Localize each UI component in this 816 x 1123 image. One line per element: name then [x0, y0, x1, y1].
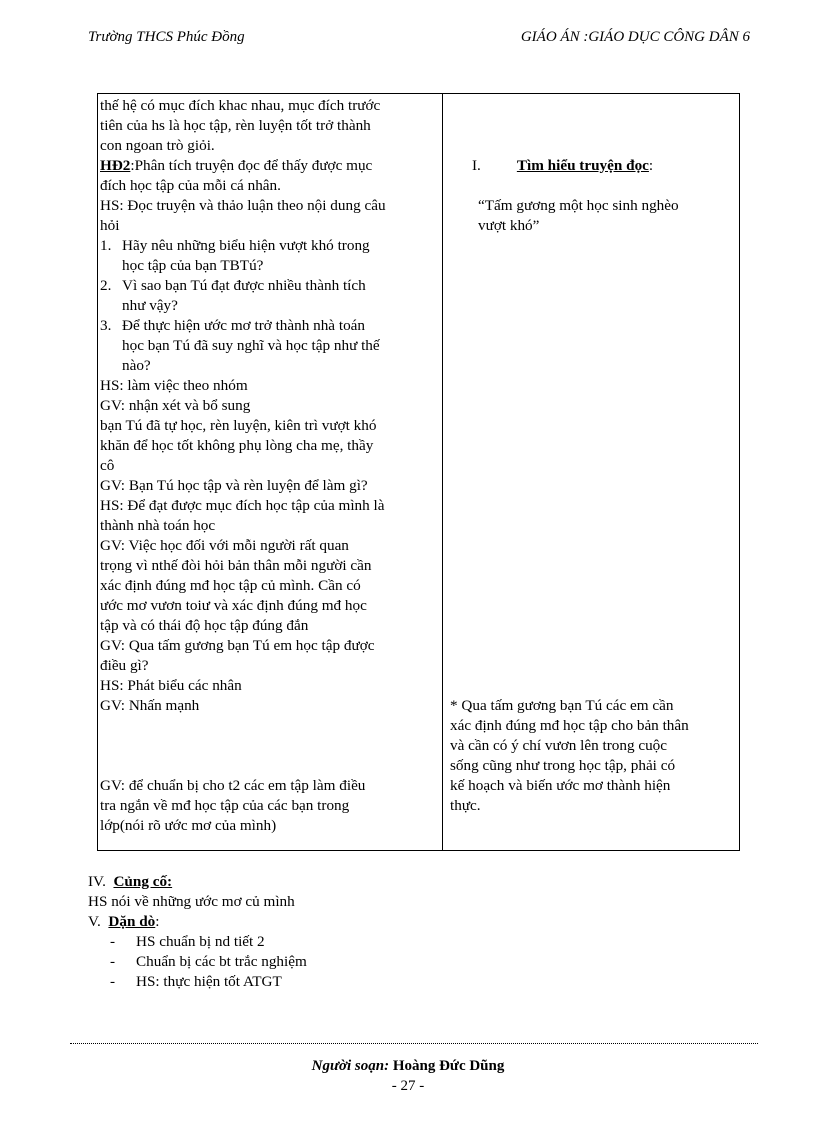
activity-line: GV: Bạn Tú học tập và rèn luyện để làm gì?: [100, 477, 368, 494]
summary-line: kế hoạch và biến ước mơ thành hiện: [450, 777, 671, 794]
dan-do-title: Dặn dò: [108, 913, 156, 930]
section-heading: [450, 156, 735, 176]
hs-read-line: hỏi: [100, 217, 120, 234]
page-number: - 27 -: [391, 1078, 425, 1094]
cung-co-number: IV.: [88, 873, 106, 890]
dan-do-colon: :: [155, 913, 160, 930]
closing-line: tra ngắn về mđ học tập của các bạn trong: [100, 797, 350, 814]
intro-line: con ngoan trò giỏi.: [100, 137, 215, 154]
activity-line: thành nhà toán học: [100, 517, 216, 534]
activity-line: ước mơ vươn toiư và xác định đúng mđ học: [100, 597, 367, 614]
question-1-cont: học tập của bạn TBTú?: [122, 257, 264, 274]
header-subject: GIÁO ÁN :GIÁO DỤC CÔNG DÂN 6: [520, 29, 750, 45]
footer-separator: [70, 1043, 758, 1044]
question-1-text: Hãy nêu những biểu hiện vượt khó trong: [122, 237, 370, 254]
bullet-dash: -: [110, 973, 116, 990]
question-2-text: Vì sao bạn Tú đạt được nhiều thành tích: [122, 277, 366, 294]
activity-line: GV: Qua tấm gương bạn Tú em học tập được: [100, 637, 375, 654]
closing-line: GV: để chuẩn bị cho t2 các em tập làm điều: [100, 777, 366, 794]
question-3-text: Để thực hiện ước mơ trở thành nhà toán: [122, 317, 365, 334]
dan-do-heading: [88, 912, 160, 932]
activity-line: tập và có thái độ học tập đúng đắn: [100, 617, 309, 634]
summary-line: sống cũng như trong học tập, phải có: [450, 757, 676, 774]
intro-line: tiên của hs là học tập, rèn luyện tốt trở thành: [100, 117, 371, 134]
activity-line: khăn để học tốt không phụ lòng cha mẹ, thầy: [100, 437, 374, 454]
summary-line: * Qua tấm gương bạn Tú các em cần: [450, 697, 674, 714]
content-column: [450, 96, 735, 816]
blank-space: [450, 236, 735, 696]
question-2-cont: như vậy?: [122, 297, 178, 314]
question-3-cont: nào?: [122, 357, 151, 374]
question-3: [100, 316, 436, 336]
summary-line: xác định đúng mđ học tập cho bản thân: [450, 717, 689, 734]
section-title: Tìm hiểu truyện đọc: [516, 157, 649, 174]
question-1: [100, 236, 436, 256]
question-1-number: 1.: [100, 237, 112, 254]
intro-line: thế hệ có mục đích khac nhau, mục đích trước: [100, 97, 381, 114]
activity-line: cô: [100, 457, 115, 474]
activity-line: HS: làm việc theo nhóm: [100, 377, 248, 394]
activity-line: GV: Việc học đối với mỗi người rất quan: [100, 537, 349, 554]
blank-space: [100, 716, 436, 776]
dan-do-item: HS: thực hiện tốt ATGT: [136, 973, 282, 990]
dan-do-item: Chuẩn bị các bt trắc nghiệm: [136, 953, 307, 970]
activity-line: điều gì?: [100, 657, 149, 674]
author-label: Người soạn:: [311, 1058, 390, 1074]
activity-line: trọng vì nthế đòi hỏi bản thân mỗi người cần: [100, 557, 372, 574]
summary-line: thực.: [450, 797, 481, 814]
cung-co-text: HS nói về những ước mơ củ mình: [88, 893, 295, 910]
header-school: Trường THCS Phúc Đồng: [88, 29, 245, 45]
teacher-student-activities-column: [100, 96, 436, 836]
author-name: Hoàng Đức Dũng: [392, 1058, 505, 1074]
activity-line: HS: Để đạt được mục đích học tập của mình là: [100, 497, 385, 514]
question-2-number: 2.: [100, 277, 112, 294]
blank-space: [450, 96, 735, 156]
hd2-label: HĐ2: [100, 157, 131, 174]
bullet-dash: -: [110, 933, 116, 950]
table-column-divider: [442, 94, 443, 850]
hd2-text: :Phân tích truyện đọc để thấy được mục: [130, 157, 373, 174]
activity-line: HS: Phát biểu các nhân: [100, 677, 242, 694]
blank-space: [450, 176, 735, 196]
activity-line: bạn Tú đã tự học, rèn luyện, kiên trì vượt khó: [100, 417, 377, 434]
question-3-number: 3.: [100, 317, 112, 334]
story-title-line: “Tấm gương một học sinh nghèo: [478, 197, 679, 214]
cung-co-title: Củng cố:: [113, 873, 173, 890]
lesson-table: [97, 93, 740, 851]
story-title-line: vượt khó”: [478, 217, 540, 234]
activity-line: xác định đúng mđ học tập củ mình. Cần có: [100, 577, 361, 594]
dan-do-number: V.: [88, 913, 101, 930]
question-2: [100, 276, 436, 296]
closing-line: lớp(nói rõ ước mơ của mình): [100, 817, 277, 834]
summary-line: và cần có ý chí vươn lên trong cuộc: [450, 737, 668, 754]
hs-read-line: HS: Đọc truyện và thảo luận theo nội dung câu: [100, 197, 386, 214]
question-3-cont: học bạn Tú đã suy nghĩ và học tập như thế: [122, 337, 380, 354]
hd2-continuation: đích học tập của mỗi cá nhân.: [100, 177, 281, 194]
activity-line: GV: Nhấn mạnh: [100, 697, 200, 714]
hd2-heading: [100, 156, 436, 176]
dan-do-item: HS chuẩn bị nd tiết 2: [136, 933, 265, 950]
section-colon: :: [648, 157, 654, 174]
section-number: I.: [472, 157, 481, 174]
bullet-dash: -: [110, 953, 116, 970]
footer-author: [0, 1058, 816, 1075]
activity-line: GV: nhận xét và bổ sung: [100, 397, 251, 414]
cung-co-heading: [88, 872, 172, 892]
